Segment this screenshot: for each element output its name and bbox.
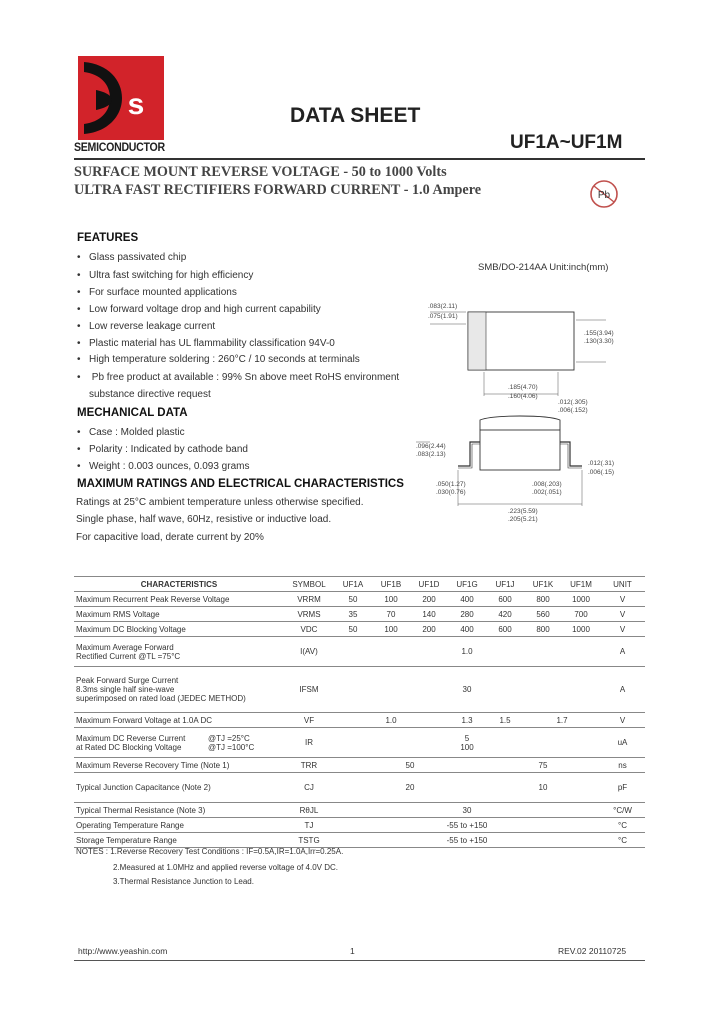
table-header-cell: UF1M <box>562 577 600 592</box>
row-unit: A <box>600 667 645 713</box>
dim-label: .155(3.94) <box>584 330 614 337</box>
table-cell: 50 <box>334 758 486 773</box>
table-cell: 800 <box>524 592 562 607</box>
table-cell: 1000 <box>562 622 600 637</box>
dim-label: .050(1.27) <box>436 481 466 488</box>
row-symbol: I(AV) <box>284 637 334 667</box>
company-logo <box>78 56 164 140</box>
dim-label: .030(0.76) <box>436 489 466 496</box>
table-cell: 30 <box>334 803 600 818</box>
table-cell: 1.7 <box>524 713 600 728</box>
page-number: 1 <box>350 946 355 956</box>
header-divider <box>74 158 645 160</box>
characteristics-table <box>74 576 645 848</box>
table-header-cell: SYMBOL <box>284 577 334 592</box>
dim-label: .185(4.70) <box>508 384 538 391</box>
table-cell: 30 <box>334 667 600 713</box>
feature-item: • Pb free product at available : 99% Sn above meet RoHS environment <box>77 372 400 383</box>
table-header-cell: CHARACTERISTICS <box>74 577 284 592</box>
table-cell: 1.0 <box>334 637 600 667</box>
table-header-cell: UF1A <box>334 577 372 592</box>
row-unit: uA <box>600 728 645 758</box>
row-unit: °C <box>600 833 645 848</box>
row-name: Maximum Recurrent Peak Reverse Voltage <box>74 592 284 607</box>
row-name: Operating Temperature Range <box>74 818 284 833</box>
dim-label: .083(2.11) <box>428 303 458 310</box>
package-outline-drawing <box>400 290 640 530</box>
feature-item: • Glass passivated chip <box>77 252 187 263</box>
table-cell: 400 <box>448 592 486 607</box>
subtitle-line-1: SURFACE MOUNT REVERSE VOLTAGE - 50 to 1000 Volts <box>74 164 447 180</box>
page-title: DATA SHEET <box>290 104 421 127</box>
row-symbol: VRMS <box>284 607 334 622</box>
subtitle-line-2: ULTRA FAST RECTIFIERS FORWARD CURRENT - 1.0 Ampere <box>74 182 482 198</box>
table-cell: 600 <box>486 592 524 607</box>
table-cell: 100 <box>372 592 410 607</box>
row-name: Maximum DC Reverse Current @TJ =25°C at Rated DC Blocking Voltage @TJ =100°C <box>74 728 284 758</box>
feature-item: • Ultra fast switching for high efficiency <box>77 270 254 281</box>
brand-subtitle: SEMICONDUCTOR <box>74 142 165 154</box>
row-symbol: TRR <box>284 758 334 773</box>
table-row <box>74 818 645 833</box>
table-cell: 1.3 <box>448 713 486 728</box>
table-row <box>74 803 645 818</box>
row-name: Maximum Forward Voltage at 1.0A DC <box>74 713 284 728</box>
row-symbol: TJ <box>284 818 334 833</box>
row-name: Peak Forward Surge Current 8.3ms single half sine-wave superimposed on rated load (JEDEC METHOD) <box>74 667 284 713</box>
package-label: SMB/DO-214AA Unit:inch(mm) <box>478 262 609 273</box>
table-row <box>74 773 645 803</box>
row-unit: V <box>600 592 645 607</box>
table-cell: -55 to +150 <box>334 833 600 848</box>
table-cell: 700 <box>562 607 600 622</box>
dim-label: .130(3.30) <box>584 338 614 345</box>
table-cell: 560 <box>524 607 562 622</box>
table-row <box>74 758 645 773</box>
note-line: NOTES : 1.Reverse Recovery Test Conditions : IF=0.5A,IR=1.0A,Irr=0.25A. <box>76 847 344 856</box>
part-number: UF1A~UF1M <box>510 132 623 153</box>
row-unit: °C/W <box>600 803 645 818</box>
dim-label: .083(2.13) <box>416 451 446 458</box>
table-cell: 1.0 <box>334 713 448 728</box>
table-header-cell: UF1D <box>410 577 448 592</box>
ratings-line: Ratings at 25°C ambient temperature unless otherwise specified. <box>76 497 364 508</box>
table-header-row <box>74 577 645 592</box>
table-row <box>74 713 645 728</box>
table-cell: 280 <box>448 607 486 622</box>
dim-label: .205(5.21) <box>508 516 538 523</box>
row-unit: V <box>600 713 645 728</box>
row-symbol: RθJL <box>284 803 334 818</box>
row-symbol: VRRM <box>284 592 334 607</box>
table-cell: 140 <box>410 607 448 622</box>
table-header-cell: UF1K <box>524 577 562 592</box>
row-unit: pF <box>600 773 645 803</box>
table-row <box>74 728 645 758</box>
table-cell: 35 <box>334 607 372 622</box>
dim-label: .096(2.44) <box>416 443 446 450</box>
table-header-cell: UF1G <box>448 577 486 592</box>
dim-label: .012(.31) <box>588 460 615 467</box>
row-symbol: IFSM <box>284 667 334 713</box>
dim-label: .075(1.91) <box>428 313 458 320</box>
row-name: Maximum Reverse Recovery Time (Note 1) <box>74 758 284 773</box>
table-cell: -55 to +150 <box>334 818 600 833</box>
table-row <box>74 667 645 713</box>
row-name: Typical Junction Capacitance (Note 2) <box>74 773 284 803</box>
svg-text:s: s <box>127 88 145 121</box>
pb-label: Pb <box>597 190 611 201</box>
pb-free-icon <box>588 178 620 210</box>
table-row <box>74 637 645 667</box>
ratings-line: Single phase, half wave, 60Hz, resistive or inductive load. <box>76 514 332 525</box>
feature-continuation: substance directive request <box>89 389 211 400</box>
dim-label: .006(.15) <box>588 469 615 476</box>
ratings-line: For capacitive load, derate current by 20% <box>76 532 264 543</box>
row-symbol: IR <box>284 728 334 758</box>
feature-item: • Plastic material has UL flammability classification 94V-0 <box>77 338 335 349</box>
table-cell: 70 <box>372 607 410 622</box>
row-name: Maximum Average Forward Rectified Current @TL =75°C <box>74 637 284 667</box>
row-unit: °C <box>600 818 645 833</box>
row-symbol: CJ <box>284 773 334 803</box>
table-cell: 1.5 <box>486 713 524 728</box>
row-symbol: VDC <box>284 622 334 637</box>
row-unit: V <box>600 607 645 622</box>
table-header-cell: UF1J <box>486 577 524 592</box>
footer-divider <box>74 960 645 961</box>
table-cell: 420 <box>486 607 524 622</box>
table-header-cell: UF1B <box>372 577 410 592</box>
table-cell: 200 <box>410 622 448 637</box>
footer-url[interactable]: http://www.yeashin.com <box>78 946 168 956</box>
table-cell: 1000 <box>562 592 600 607</box>
feature-item: • For surface mounted applications <box>77 287 237 298</box>
row-name: Storage Temperature Range <box>74 833 284 848</box>
table-cell: 20 <box>334 773 486 803</box>
table-cell: 800 <box>524 622 562 637</box>
row-name: Typical Thermal Resistance (Note 3) <box>74 803 284 818</box>
table-cell: 5 100 <box>334 728 600 758</box>
table-cell: 75 <box>486 758 600 773</box>
row-name: Maximum RMS Voltage <box>74 607 284 622</box>
table-cell: 200 <box>410 592 448 607</box>
row-name: Maximum DC Blocking Voltage <box>74 622 284 637</box>
note-line: 3.Thermal Resistance Junction to Lead. <box>113 877 254 886</box>
note-line: 2.Measured at 1.0MHz and applied reverse voltage of 4.0V DC. <box>113 863 339 872</box>
table-cell: 100 <box>372 622 410 637</box>
table-cell: 50 <box>334 592 372 607</box>
feature-item: • Low forward voltage drop and high current capability <box>77 304 321 315</box>
dim-label: .160(4.06) <box>508 393 538 400</box>
revision-label: REV.02 20110725 <box>558 946 627 956</box>
features-title: FEATURES <box>77 232 139 244</box>
row-unit: A <box>600 637 645 667</box>
row-symbol: TSTG <box>284 833 334 848</box>
feature-item: • Low reverse leakage current <box>77 321 216 332</box>
dim-label: .006(.152) <box>558 407 588 414</box>
dim-label: .002(.051) <box>532 489 562 496</box>
table-header-cell: UNIT <box>600 577 645 592</box>
feature-item: • High temperature soldering : 260°C / 10 seconds at terminals <box>77 354 360 365</box>
table-row <box>74 622 645 637</box>
row-unit: V <box>600 622 645 637</box>
table-cell: 400 <box>448 622 486 637</box>
dim-label: .008(.203) <box>532 481 562 488</box>
table-row <box>74 592 645 607</box>
mechanical-item: • Weight : 0.003 ounces, 0.093 grams <box>77 461 250 472</box>
table-cell: 50 <box>334 622 372 637</box>
row-symbol: VF <box>284 713 334 728</box>
table-cell: 600 <box>486 622 524 637</box>
mechanical-title: MECHANICAL DATA <box>77 407 188 419</box>
dim-label: .012(.305) <box>558 399 588 406</box>
dim-label: .223(5.59) <box>508 508 538 515</box>
row-unit: ns <box>600 758 645 773</box>
mechanical-item: • Polarity : Indicated by cathode band <box>77 444 248 455</box>
table-cell: 10 <box>486 773 600 803</box>
ratings-title: MAXIMUM RATINGS AND ELECTRICAL CHARACTERISTICS <box>77 478 404 490</box>
table-row <box>74 607 645 622</box>
table-row <box>74 833 645 848</box>
mechanical-item: • Case : Molded plastic <box>77 427 185 438</box>
